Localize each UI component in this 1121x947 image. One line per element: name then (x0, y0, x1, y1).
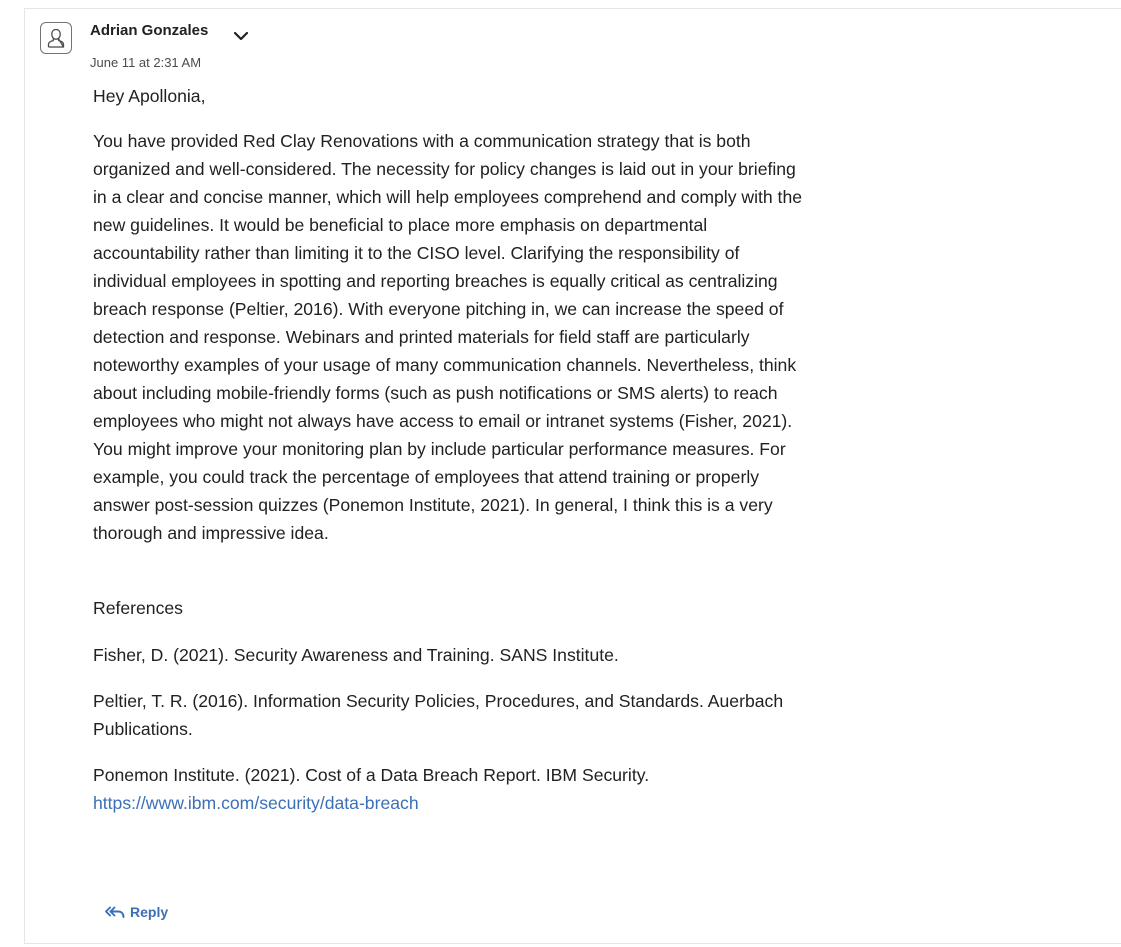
post-paragraph: You have provided Red Clay Renovations with a communication strategy that is both organized and well-considered. The necessity for policy changes is laid out in your briefing in a clear and concise manner, which will help employees comprehend and comply with the new guidelines. It would be beneficial to place more emphasis on departmental accountability rather than limiting it to the CISO level. Clarifying the responsibility of individual employees in spotting and reporting breaches is equally critical as centralizing breach response (Peltier, 2016). With everyone pitching in, we can increase the speed of detection and response. Webinars and printed materials for field staff are particularly noteworthy examples of your usage of many communication channels. Nevertheless, think about including mobile-friendly forms (such as push notifications or SMS alerts) to reach employees who might not always have access to email or intranet systems (Fisher, 2021). You might improve your monitoring plan by include particular performance measures. For example, you could track the percentage of employees that attend training or properly answer post-session quizzes (Ponemon Institute, 2021). In general, I think this is a very thorough and impressive idea. (93, 131, 803, 543)
post-timestamp: June 11 at 2:31 AM (90, 55, 202, 70)
reference-item: Fisher, D. (2021). Security Awareness and Training. SANS Institute. (93, 645, 619, 665)
post-menu-button[interactable] (230, 25, 252, 47)
reference-item: Peltier, T. R. (2016). Information Security Policies, Procedures, and Standards. Auerbach Publications. (93, 691, 784, 739)
reference-item (93, 761, 805, 817)
user-icon (46, 27, 66, 49)
references-heading: References (93, 598, 183, 618)
chevron-down-icon (233, 31, 249, 41)
reply-button[interactable] (105, 904, 168, 920)
post-greeting: Hey Apollonia, (93, 86, 206, 106)
reply-label: Reply (130, 904, 169, 920)
reference-text: Ponemon Institute. (2021). Cost of a Data Breach Report. IBM Security. (93, 765, 650, 785)
post-body (93, 82, 805, 835)
author-name[interactable]: Adrian Gonzales (90, 22, 209, 39)
reply-icon (105, 906, 125, 918)
discussion-post (24, 8, 1121, 944)
reference-link[interactable]: https://www.ibm.com/security/data-breach (93, 793, 419, 813)
avatar[interactable] (40, 22, 72, 54)
